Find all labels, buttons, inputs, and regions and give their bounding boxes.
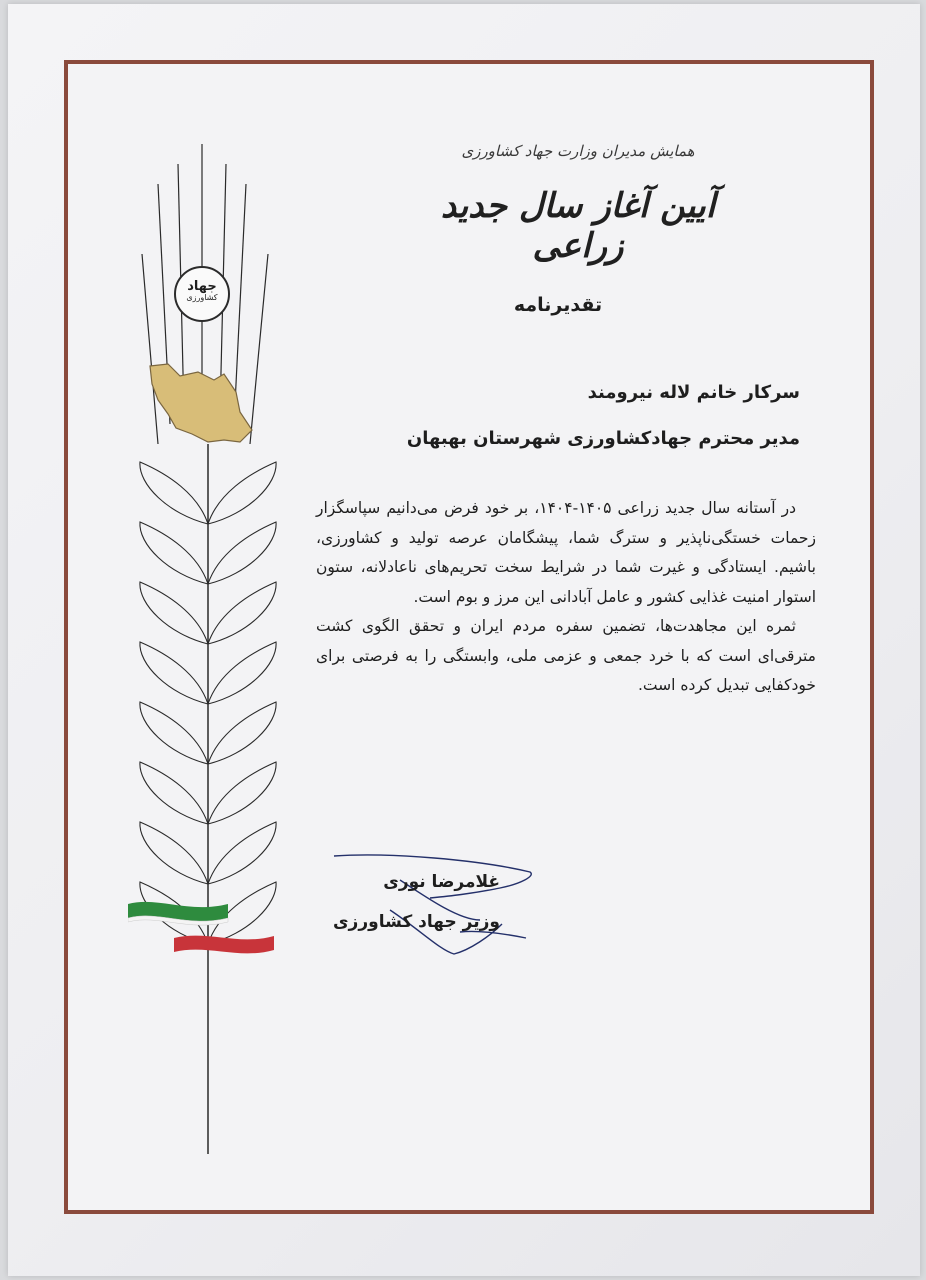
wheat-grain-right bbox=[208, 822, 276, 884]
wheat-grain-right bbox=[208, 702, 276, 764]
event-title: آیین آغاز سال جدید زراعی bbox=[440, 186, 716, 266]
wheat-grain-right bbox=[208, 642, 276, 704]
signature-block bbox=[330, 850, 540, 960]
flag-ribbon-icon bbox=[128, 902, 274, 954]
wheat-grain-right bbox=[208, 522, 276, 584]
paragraph-1: در آستانه سال جدید زراعی ۱۴۰۵-۱۴۰۴، بر خود فرض می‌دانیم سپاسگزار زحمات خستگی‌ناپذیر و سترگ شما، پیشگامان عرصه تولید و کشاورزی، باشیم. ایستادگی و غیرت شما در شرایط سخت تحریم‌های ناعادلانه، ستون استوار امنیت غذایی کشور و عامل آبادانی این مرز و بوم است. bbox=[316, 499, 816, 606]
wheat-grain-right bbox=[208, 582, 276, 644]
wheat-grain-left bbox=[140, 762, 208, 824]
recipient-name: سرکار خانم لاله نیرومند bbox=[587, 382, 800, 403]
ministry-logo bbox=[174, 266, 230, 322]
logo-main-text: جهاد bbox=[187, 279, 217, 294]
event-subtitle: همایش مدیران وزارت جهاد کشاورزی bbox=[461, 142, 695, 160]
wheat-grain-left bbox=[140, 702, 208, 764]
wheat-grain-left bbox=[140, 462, 208, 524]
wheat-grain-left bbox=[140, 522, 208, 584]
paragraph-2: ثمره این مجاهدت‌ها، تضمین سفره مردم ایران و تحقق الگوی کشت مترقی‌ای است که با خرد جمعی و عزمی ملی، وابستگی را به فرصتی برای خودکفایی تبدیل کرده است. bbox=[316, 617, 816, 694]
logo-sub-text: کشاورزی bbox=[186, 293, 218, 302]
wheat-grain-right bbox=[208, 462, 276, 524]
signatory-name: غلامرضا نوری bbox=[383, 872, 500, 892]
wheat-grain-left bbox=[140, 582, 208, 644]
signature-scribble bbox=[330, 850, 540, 960]
document-heading: تقدیرنامه bbox=[513, 294, 603, 316]
wheat-grain-left bbox=[140, 822, 208, 884]
certificate-sheet bbox=[8, 4, 920, 1276]
recipient-position: مدیر محترم جهادکشاورزی شهرستان بهبهان bbox=[406, 428, 800, 449]
appreciation-text bbox=[316, 494, 816, 701]
certificate-border bbox=[64, 60, 874, 1214]
wheat-grain-left bbox=[140, 642, 208, 704]
wheat-grains bbox=[140, 444, 276, 1154]
wheat-grain-right bbox=[208, 762, 276, 824]
certificate-content bbox=[68, 64, 870, 1210]
signatory-title: وزیر جهاد کشاورزی bbox=[332, 912, 500, 932]
